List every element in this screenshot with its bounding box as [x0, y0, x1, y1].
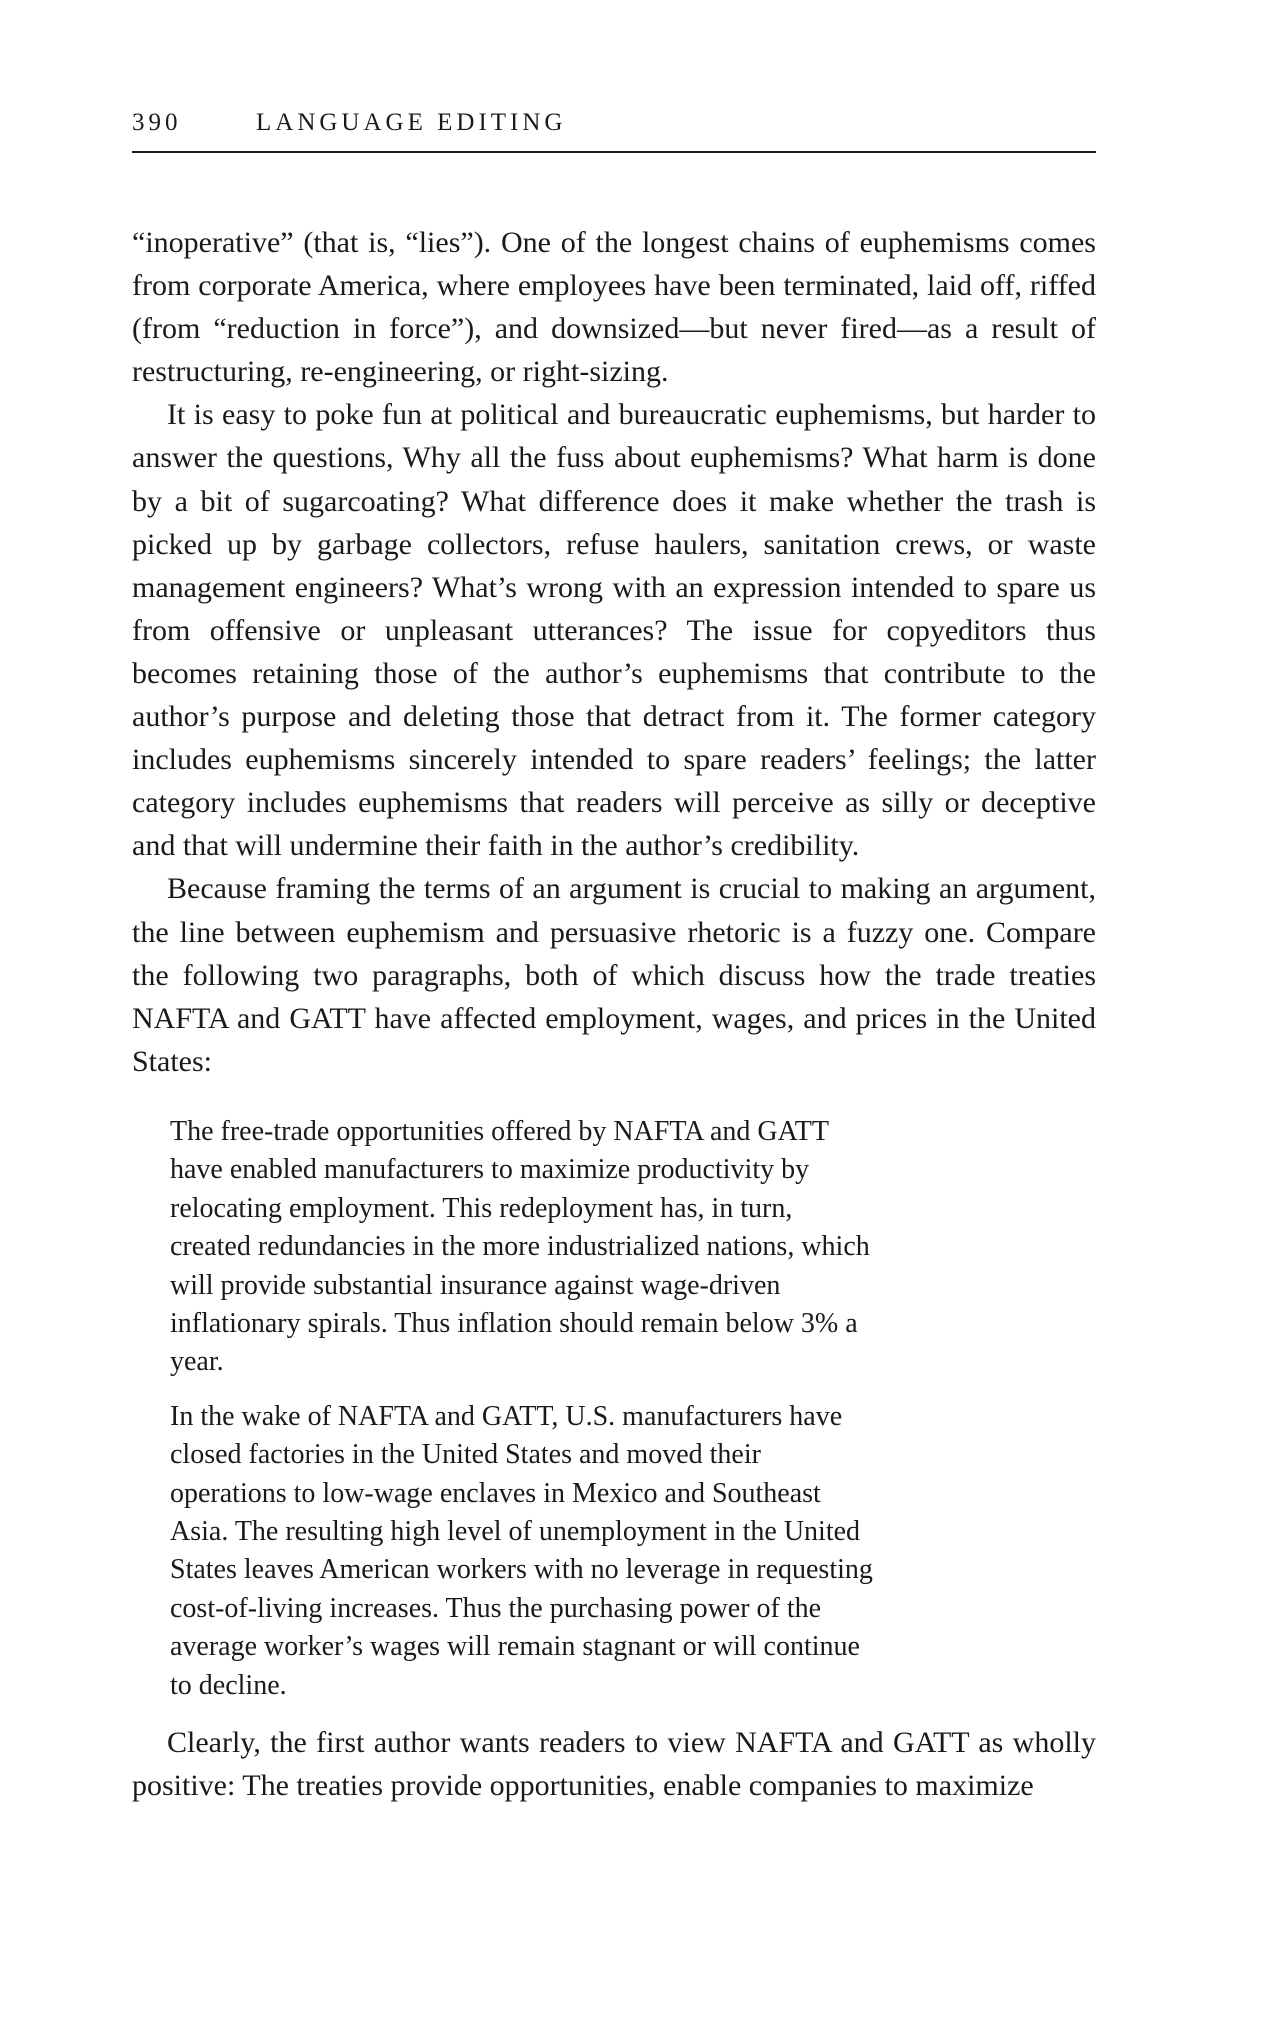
paragraph-closing: Clearly, the first author wants readers to view NAFTA and GATT as wholly positive: The treaties provide opportunities, enable companies to maximize [132, 1725, 1096, 1803]
extract-paragraph-negative: In the wake of NAFTA and GATT, U.S. manufacturers have closed factories in the United States and moved their operations to low-wage enclaves in Mexico and Southeast Asia. The resulting high level of unemployment in the United States leaves American workers with no leverage in requesting cost-of-living increases. Thus the purchasing power of the average worker’s wages will remain stagnant or will continue to decline. [170, 1400, 873, 1701]
paragraph-framing: Because framing the terms of an argument is crucial to making an argument, the line between euphemism and persuasive rhetoric is a fuzzy one. Compare the following two paragraphs, both of which discuss how the trade treaties NAFTA and GATT have affected employment, wages, and prices in the United States: [132, 872, 1096, 1078]
paragraph-continued: “inoperative” (that is, “lies”). One of the longest chains of euphemisms comes from corporate America, where employees have been terminated, laid off, riffed (from “reduction in force”), and downsized—but never fired—as a result of restructuring, re-engineering, or right-sizing. [132, 226, 1096, 389]
page-number: 390 [132, 109, 182, 136]
section-title: LANGUAGE EDITING [256, 109, 567, 136]
running-head [132, 108, 1096, 138]
paragraph-euphemisms: It is easy to poke fun at political and bureaucratic euphemisms, but harder to answer the questions, Why all the fuss about euphemisms? What harm is done by a bit of sugarcoating? What difference does it make whether the trash is picked up by garbage collectors, refuse haulers, sanitation crews, or waste management engineers? What’s wrong with an expression intended to spare us from offensive or unpleasant utterances? The issue for copyeditors thus becomes retaining those of the author’s euphemisms that contribute to the author’s purpose and deleting those that detract from it. The former category includes euphemisms sincerely intended to spare readers’ feelings; the latter category includes euphemisms that readers will perceive as silly or deceptive and that will undermine their faith in the author’s credibility. [132, 398, 1096, 863]
block-quote [170, 1113, 880, 1705]
extract-paragraph-positive: The free-trade opportunities offered by NAFTA and GATT have enabled manufacturers to maximize productivity by relocating employment. This redeployment has, in turn, created redundancies in the more industrialized nations, which will provide substantial insurance against wage-driven inflationary spirals. Thus inflation should remain below 3% a year. [170, 1115, 870, 1378]
header-rule [132, 151, 1096, 153]
body-text [132, 221, 1096, 1807]
